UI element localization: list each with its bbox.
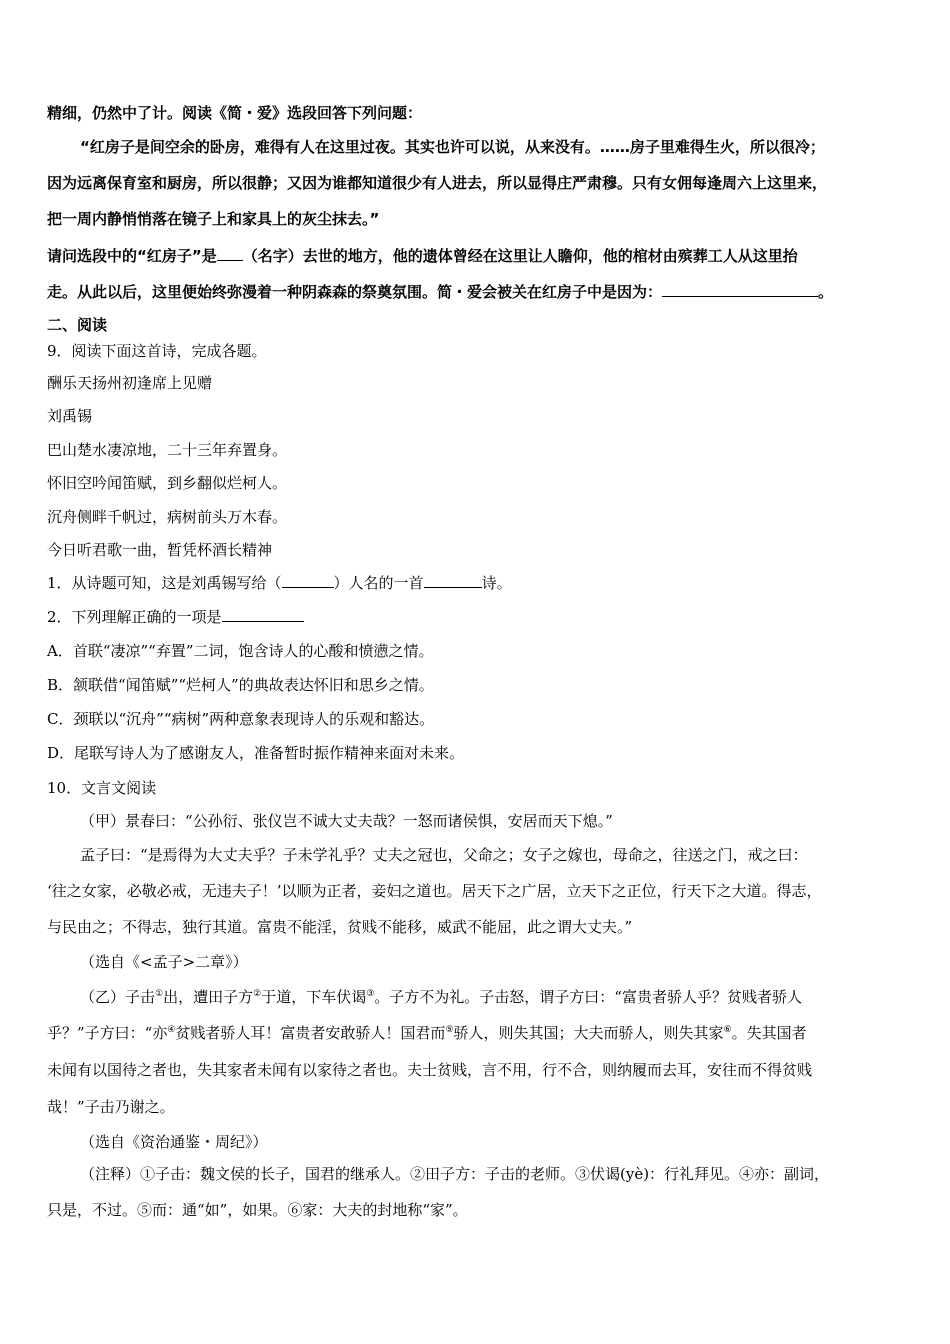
passage-text: 于道，下车伏谒 <box>261 988 367 1006</box>
passage-jia-line: （甲）景春曰：“公孙衍、张仪岂不诚大丈夫哉？一怒而诸侯惧，安居而天下熄。” <box>80 812 613 830</box>
poem-line: 巴山楚水凄凉地，二十三年弃置身。 <box>47 441 288 459</box>
passage-yi-line: 哉！”子击乃谢之。 <box>47 1098 175 1116</box>
answer-blank-reason[interactable] <box>662 281 818 297</box>
passage-text: 出，遭田子方 <box>163 988 254 1006</box>
answer-blank-person[interactable] <box>282 572 334 588</box>
passage-jia-line: 与民由之；不得志，独行其道。富贵不能淫，贫贱不能移，威武不能屈，此之谓大丈夫。” <box>47 918 633 936</box>
passage-text: 骄人，则失其国；大夫而骄人，则失其家 <box>453 1024 724 1042</box>
question-text: 1．从诗题可知，这是刘禹锡写给（ <box>47 574 282 592</box>
question-text: 。 <box>818 283 834 301</box>
question-line-1 <box>47 245 798 267</box>
footnote-mark: ④ <box>167 1025 176 1035</box>
question-text: （名字）去世的地方，他的遗体曾经在这里让人瞻仰，他的棺材由殡葬工人从这里抬 <box>242 247 798 265</box>
passage-text: 。子方不为礼。子击怒，谓子方曰：“富贵者骄人乎？贫贱者骄人 <box>374 988 802 1006</box>
q9-sub1 <box>47 572 512 594</box>
quote-line-2: 因为远离保育室和厨房，所以很静；又因为谁都知道很少有人进去，所以显得庄严肃穆。只有女佣每逢周六上这里来， <box>47 174 828 192</box>
answer-blank-type[interactable] <box>424 572 482 588</box>
q9-title: 9．阅读下面这首诗，完成各题。 <box>47 342 267 360</box>
poem-author: 刘禹锡 <box>47 407 93 425</box>
notes-line: 只是，不过。⑤而：通“如”，如果。⑥家：大夫的封地称“家”。 <box>47 1201 468 1219</box>
passage-jia-line: 孟子曰：“是焉得为大丈夫乎？子未学礼乎？丈夫之冠也，父命之；女子之嫁也，母命之，往送之门，戒之曰： <box>80 846 808 864</box>
poem-title: 酬乐天扬州初逢席上见赠 <box>47 374 213 392</box>
question-text: 走。从此以后，这里便始终弥漫着一种阴森森的祭奠氛围。简・爱会被关在红房子中是因为： <box>47 283 663 301</box>
option-d: D．尾联写诗人为了感谢友人，准备暂时振作精神来面对未来。 <box>47 744 465 762</box>
passage-yi-line <box>80 986 802 1008</box>
question-text: ）人名的一首 <box>333 574 424 592</box>
quote-line-3: 把一周内静悄悄落在镜子上和家具上的灰尘抹去。” <box>47 210 380 228</box>
answer-blank-name[interactable] <box>217 245 243 261</box>
intro-line: 精细，仍然中了计。阅读《简・爱》选段回答下列问题： <box>47 104 423 122</box>
passage-yi-source: （选自《资治通鉴・周纪》） <box>80 1133 268 1151</box>
option-a: A．首联“凄凉”“弃置”二词，饱含诗人的心酸和愤懑之情。 <box>47 642 434 660</box>
question-text: 2．下列理解正确的一项是 <box>47 608 222 626</box>
passage-text: （乙）子击 <box>80 988 156 1006</box>
option-c: C．颈联以“沉舟”“病树”两种意象表现诗人的乐观和豁达。 <box>47 710 435 728</box>
passage-jia-source: （选自《<孟子>二章》） <box>80 953 248 971</box>
footnote-mark: ③ <box>366 989 375 999</box>
question-text: 请问选段中的“红房子”是 <box>47 247 217 265</box>
question-line-2 <box>47 281 833 303</box>
notes-line: （注释）①子击：魏文侯的长子，国君的继承人。②田子方：子击的老师。③伏谒(yè)：行礼拜见。④亦：副词， <box>80 1165 830 1183</box>
quote-line-1: “红房子是间空余的卧房，难得有人在这里过夜。其实也许可以说，从来没有。……房子里难得生火，所以很冷； <box>80 138 825 156</box>
footnote-mark: ① <box>155 989 164 999</box>
footnote-mark: ⑥ <box>723 1025 732 1035</box>
section-heading: 二、阅读 <box>47 316 108 334</box>
passage-yi-line: 未闻有以国待之者也，失其家者未闻有以家待之者也。夫士贫贱，言不用，行不合，则纳履而去耳，安往而不得贫贱 <box>47 1061 813 1079</box>
poem-line: 怀旧空吟闻笛赋，到乡翻似烂柯人。 <box>47 474 288 492</box>
passage-text: 贫贱者骄人耳！富贵者安敢骄人！国君而 <box>175 1024 446 1042</box>
passage-yi-line <box>47 1022 807 1044</box>
question-text: 诗。 <box>481 574 512 592</box>
passage-jia-line: ‘往之女家，必敬必戒，无违夫子！’以顺为正者，妾妇之道也。居天下之广居，立天下之正位，行天下之大道。得志， <box>47 882 822 900</box>
q9-sub2 <box>47 606 304 628</box>
option-b: B．颔联借“闻笛赋”“烂柯人”的典故表达怀旧和思乡之情。 <box>47 676 434 694</box>
footnote-mark: ② <box>253 989 262 999</box>
passage-text: 。失其国者 <box>731 1024 807 1042</box>
q10-title: 10．文言文阅读 <box>47 779 157 797</box>
poem-line: 今日听君歌一曲，暂凭杯酒长精神 <box>47 541 273 559</box>
poem-line: 沉舟侧畔千帆过，病树前头万木春。 <box>47 508 288 526</box>
passage-text: 乎？”子方曰：“亦 <box>47 1024 168 1042</box>
footnote-mark: ⑤ <box>445 1025 454 1035</box>
answer-blank-choice[interactable] <box>222 606 304 622</box>
